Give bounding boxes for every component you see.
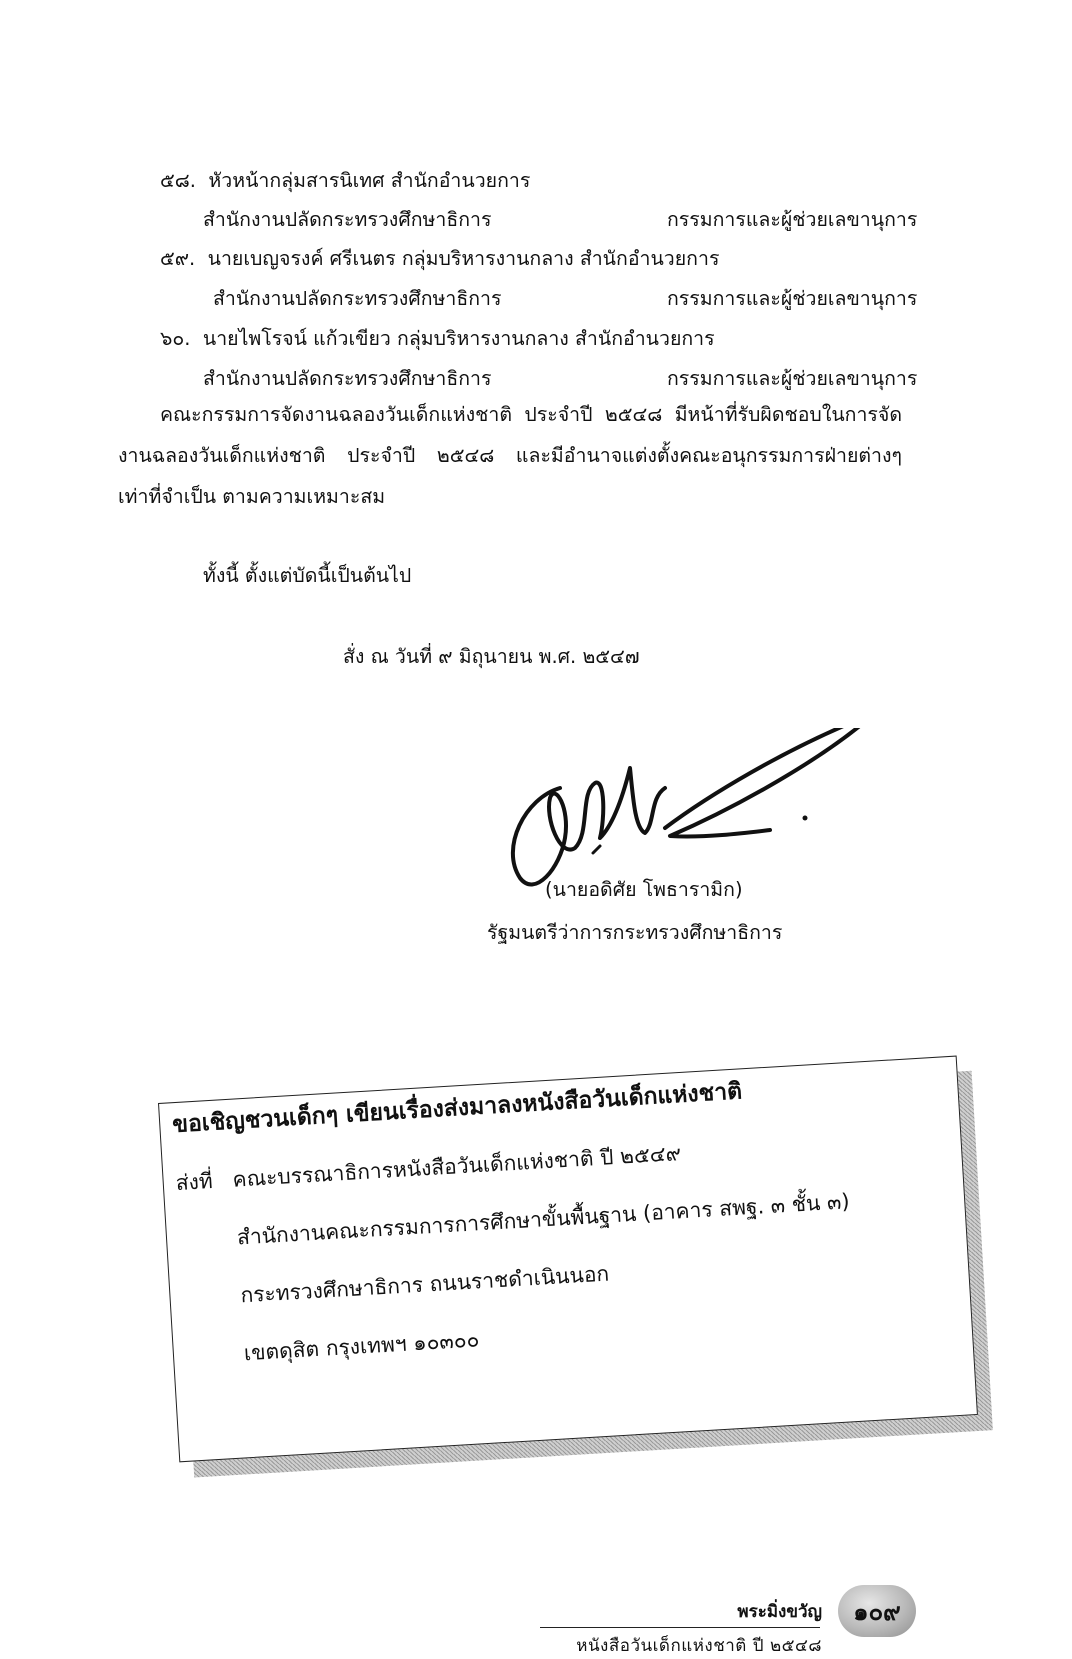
send-label: ส่งที่ xyxy=(175,1168,214,1196)
page-number-badge xyxy=(838,1585,916,1637)
invitation-box-frame xyxy=(158,1056,978,1463)
item-59-line1 xyxy=(160,246,719,272)
invitation-title: ขอเชิญชวนเด็กๆ เขียนเรื่องส่งมาลงหนังสือวันเด็กแห่งชาติ xyxy=(171,1078,743,1139)
signatory-name: (นายอดิศัย โพธารามิก) xyxy=(545,878,743,901)
invitation-box xyxy=(158,1054,1009,1652)
footer-subtitle: หนังสือวันเด็กแห่งชาติ ปี ๒๕๔๘ xyxy=(576,1636,822,1656)
footer-divider xyxy=(540,1627,820,1628)
item-number: ๕๙. xyxy=(160,247,196,270)
item-number: ๕๘. xyxy=(160,169,197,192)
item-58-line2: สำนักงานปลัดกระทรวงศึกษาธิการ xyxy=(203,208,492,231)
item-number: ๖๐. xyxy=(160,327,191,350)
item-59-role: กรรมการและผู้ช่วยเลขานุการ xyxy=(667,287,918,310)
invitation-line5: เขตดุสิต กรุงเทพฯ ๑๐๓๐๐ xyxy=(243,1327,480,1366)
item-text: นายเบญจรงค์ ศรีเนตร กลุ่มบริหารงานกลาง สำนักอำนวยการ xyxy=(207,247,720,270)
effective-statement: ทั้งนี้ ตั้งแต่บัดนี้เป็นต้นไป xyxy=(203,564,412,587)
paragraph-line2: งานฉลองวันเด็กแห่งชาติ ประจำปี ๒๕๔๘ และมีอำนาจแต่งตั้งคณะอนุกรรมการฝ่ายต่างๆ xyxy=(118,444,902,467)
signatory-position: รัฐมนตรีว่าการกระทรวงศึกษาธิการ xyxy=(487,921,783,944)
item-text: นายไพโรจน์ แก้วเขียว กลุ่มบริหารงานกลาง สำนักอำนวยการ xyxy=(202,327,715,350)
item-text: หัวหน้ากลุ่มสารนิเทศ สำนักอำนวยการ xyxy=(208,169,531,192)
item-60-role: กรรมการและผู้ช่วยเลขานุการ xyxy=(667,367,918,390)
item-58-line1 xyxy=(160,168,530,194)
invitation-line3: สำนักงานคณะกรรมการการศึกษาขั้นพื้นฐาน (อาคาร สพฐ. ๓ ชั้น ๓) xyxy=(236,1189,851,1250)
item-60-line1 xyxy=(160,326,715,352)
page-number: ๑๐๙ xyxy=(853,1597,901,1626)
invitation-line4: กระทรวงศึกษาธิการ ถนนราชดำเนินนอก xyxy=(239,1261,610,1308)
order-date: สั่ง ณ วันที่ ๙ มิถุนายน พ.ศ. ๒๕๔๗ xyxy=(343,645,640,668)
item-58-role: กรรมการและผู้ช่วยเลขานุการ xyxy=(667,208,918,231)
paragraph-line1: คณะกรรมการจัดงานฉลองวันเด็กแห่งชาติ ประจำปี ๒๕๔๘ มีหน้าที่รับผิดชอบในการจัด xyxy=(160,403,902,426)
invitation-send-line xyxy=(175,1139,682,1197)
paragraph-line3: เท่าที่จำเป็น ตามความเหมาะสม xyxy=(118,485,386,508)
invitation-line2: คณะบรรณาธิการหนังสือวันเด็กแห่งชาติ ปี ๒๕๔๙ xyxy=(231,1141,682,1192)
item-59-line2: สำนักงานปลัดกระทรวงศึกษาธิการ xyxy=(213,287,502,310)
footer-title: พระมิ่งขวัญ xyxy=(737,1602,822,1622)
item-60-line2: สำนักงานปลัดกระทรวงศึกษาธิการ xyxy=(203,367,492,390)
